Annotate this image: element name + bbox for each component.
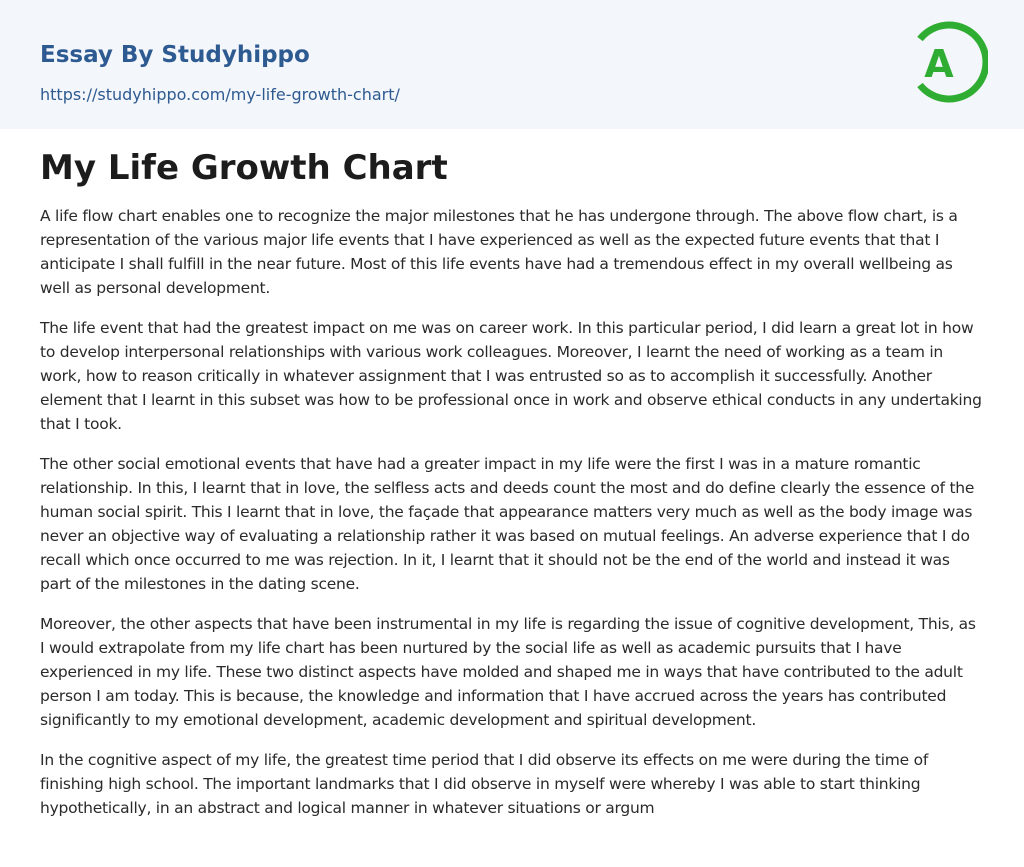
brand-title[interactable]: Essay By Studyhippo (40, 42, 310, 68)
essay-content (40, 144, 984, 836)
page-title: My Life Growth Chart (40, 148, 448, 188)
logo-letter: A (924, 42, 954, 86)
source-url-link[interactable]: https://studyhippo.com/my-life-growth-chart/ (40, 85, 400, 104)
essay-paragraph: In the cognitive aspect of my life, the greatest time period that I did observe its effects on me were during the time of finishing high school. The important landmarks that I did observe in myself were whereby I was able to start thinking hypothetically, in an abstract and logical manner in whatever situations or argum (40, 751, 929, 817)
essay-paragraph: The life event that had the greatest impact on me was on career work. In this particular period, I did learn a great lot in how to develop interpersonal relationships with various work colleagues. Moreover, I learnt the need of working as a team in work, how to reason critically in whatever assignment that I was entrusted so as to accomplish it successfully. Another element that I learnt in this subset was how to be professional once in work and observe ethical conducts in any undertaking that I took. (40, 319, 982, 433)
essay-paragraph: Moreover, the other aspects that have been instrumental in my life is regarding the issue of cognitive development, This, as I would extrapolate from my life chart has been nurtured by the social life as well as academic pursuits that I have experienced in my life. These two distinct aspects have molded and shaped me in ways that have contributed to the adult person I am today. This is because, the knowledge and information that I have accrued across the years has contributed significantly to my emotional development, academic development and spiritual development. (40, 615, 976, 729)
studyhippo-logo-icon[interactable] (910, 18, 988, 106)
essay-paragraph: The other social emotional events that have had a greater impact in my life were the first I was in a mature romantic relationship. In this, I learnt that in love, the selfless acts and deeds count the most and do define clearly the essence of the human social spirit. This I learnt that in love, the façade that appearance matters very much as well as the body image was never an objective way of evaluating a relationship rather it was based on mutual feelings. An adverse experience that I do recall which once occurred to me was rejection. In it, I learnt that it should not be the end of the world and instead it was part of the milestones in the dating scene. (40, 455, 975, 593)
site-header (0, 0, 1024, 129)
essay-paragraph: A life flow chart enables one to recognize the major milestones that he has undergone through. The above flow chart, is a representation of the various major life events that I have experienced as well as the expected future events that that I anticipate I shall fulfill in the near future. Most of this life events have had a tremendous effect in my overall wellbeing as well as personal development. (40, 207, 958, 297)
